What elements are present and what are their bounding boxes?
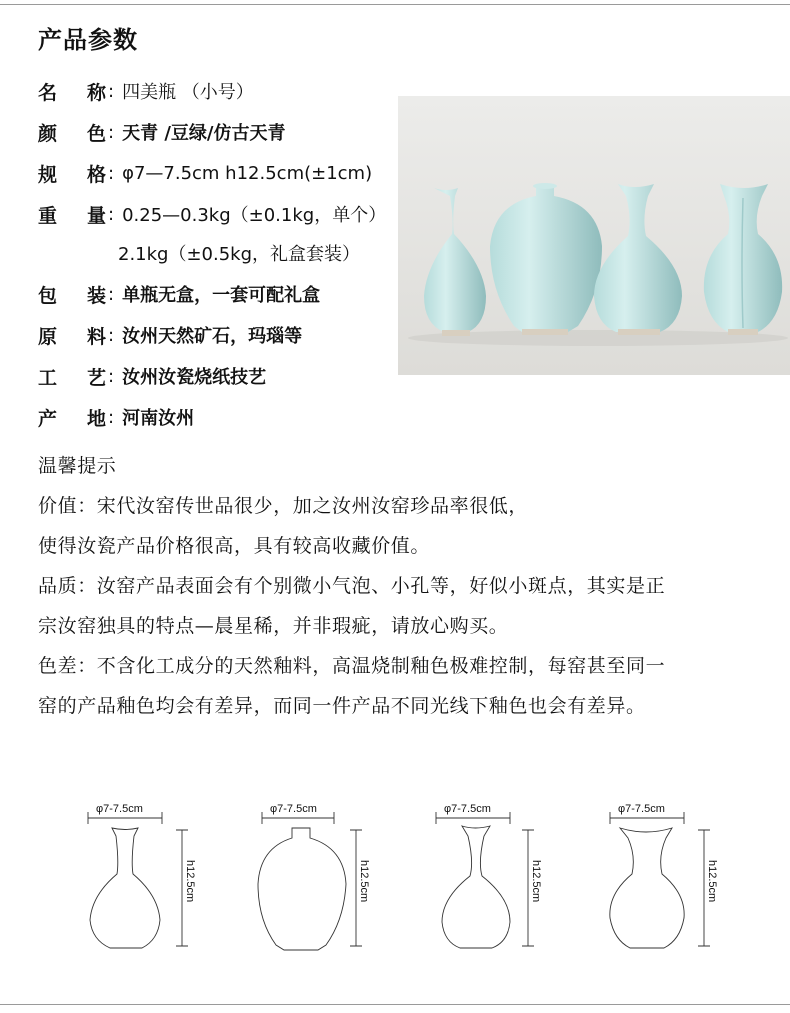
vase-meiping [490,183,602,335]
height-label-4: h12.5cm [706,860,718,903]
vase-outline-1 [90,828,160,948]
vase-outline-4 [610,828,684,948]
bottom-divider [0,1004,790,1005]
tips-line: 价值：宋代汝窑传世品很少，加之汝州汝窑珍品率很低， [38,495,529,517]
dimension-diagrams [0,790,790,965]
colon: : [108,162,115,184]
tips-line: 色差：不含化工成分的天然釉料，高温烧制釉色极难控制，每窑甚至同一 [38,655,666,677]
colon: : [108,406,115,428]
param-value: 汝州天然矿石，玛瑙等 [122,326,303,347]
param-row-weight [38,199,386,229]
tips-heading: 温馨提示 [38,455,117,477]
param-row-weight-set [118,238,360,268]
param-value: 2.1kg（±0.5kg，礼盒套装） [118,244,361,265]
width-label-3: φ7-7.5cm [444,803,491,815]
vase-foot [522,329,568,335]
tips-line: 宗汝窑独具的特点—晨星稀，并非瑕疵，请放心购买。 [38,615,509,637]
label-char: 颜 [38,122,58,145]
height-label-3: h12.5cm [530,860,542,903]
param-row-material [38,320,302,350]
colon: : [108,365,115,387]
label-char: 地 [86,407,106,430]
colon: : [108,121,115,143]
label-char: 艺 [86,366,106,389]
label-char: 装 [86,284,106,307]
param-label [38,119,106,146]
vase-guanyin [594,184,682,335]
vase-foot [728,329,758,335]
colon: : [108,80,115,102]
label-char: 包 [38,284,58,307]
param-value: 四美瓶 （小号） [122,82,254,103]
height-label-1: h12.5cm [184,860,196,903]
param-value: φ7—7.5cm h12.5cm(±1cm) [122,162,373,184]
param-value: 单瓶无盒，一套可配礼盒 [122,285,321,306]
param-label [38,201,106,228]
param-label [38,160,106,187]
label-char: 色 [86,122,106,145]
tips-line: 使得汝瓷产品价格很高，具有较高收藏价值。 [38,535,431,557]
param-value: 天青 /豆绿/仿古天青 [122,123,286,144]
height-label-2: h12.5cm [358,860,370,903]
vase-lobed [704,184,782,335]
vase-set-illustration [398,96,790,375]
colon: : [108,283,115,305]
tips-line: 窑的产品釉色均会有差异，而同一件产品不同光线下釉色也会有差异。 [38,695,646,717]
label-char: 工 [38,366,58,389]
product-photo [398,96,790,375]
tips-line: 品质：汝窑产品表面会有个别微小气泡、小孔等，好似小斑点，其实是正 [38,575,666,597]
param-row-craft [38,361,266,391]
top-divider [0,4,790,5]
colon: : [108,324,115,346]
label-char: 称 [86,81,106,104]
vase-outline-3 [442,826,510,948]
param-label [38,281,106,308]
param-row-packaging [38,279,320,309]
param-label [38,78,106,105]
colon: : [108,203,115,225]
vase-foot [442,330,470,336]
param-label [38,322,106,349]
param-row-name [38,76,254,106]
param-value: 河南汝州 [122,408,195,429]
dimension-diagram-svg [0,790,790,965]
width-label-2: φ7-7.5cm [270,803,317,815]
label-char: 重 [38,204,58,227]
param-value: 0.25—0.3kg（±0.1kg，单个） [122,205,387,226]
section-title: 产品参数 [38,26,138,54]
label-char: 格 [86,163,106,186]
vase-outline-2 [258,828,346,950]
param-row-spec [38,158,372,188]
width-label-1: φ7-7.5cm [96,803,143,815]
param-label [38,404,106,431]
label-char: 产 [38,407,58,430]
vase-foot [618,329,660,335]
label-char: 原 [38,325,58,348]
label-char: 料 [86,325,106,348]
width-label-4: φ7-7.5cm [618,803,665,815]
vase-yuhuchun [424,188,486,336]
label-char: 规 [38,163,58,186]
tips-section [38,446,778,726]
label-char: 量 [86,204,106,227]
param-label [38,363,106,390]
param-row-color [38,117,286,147]
label-char: 名 [38,81,58,104]
param-value: 汝州汝瓷烧纸技艺 [122,367,267,388]
param-row-origin [38,402,194,432]
